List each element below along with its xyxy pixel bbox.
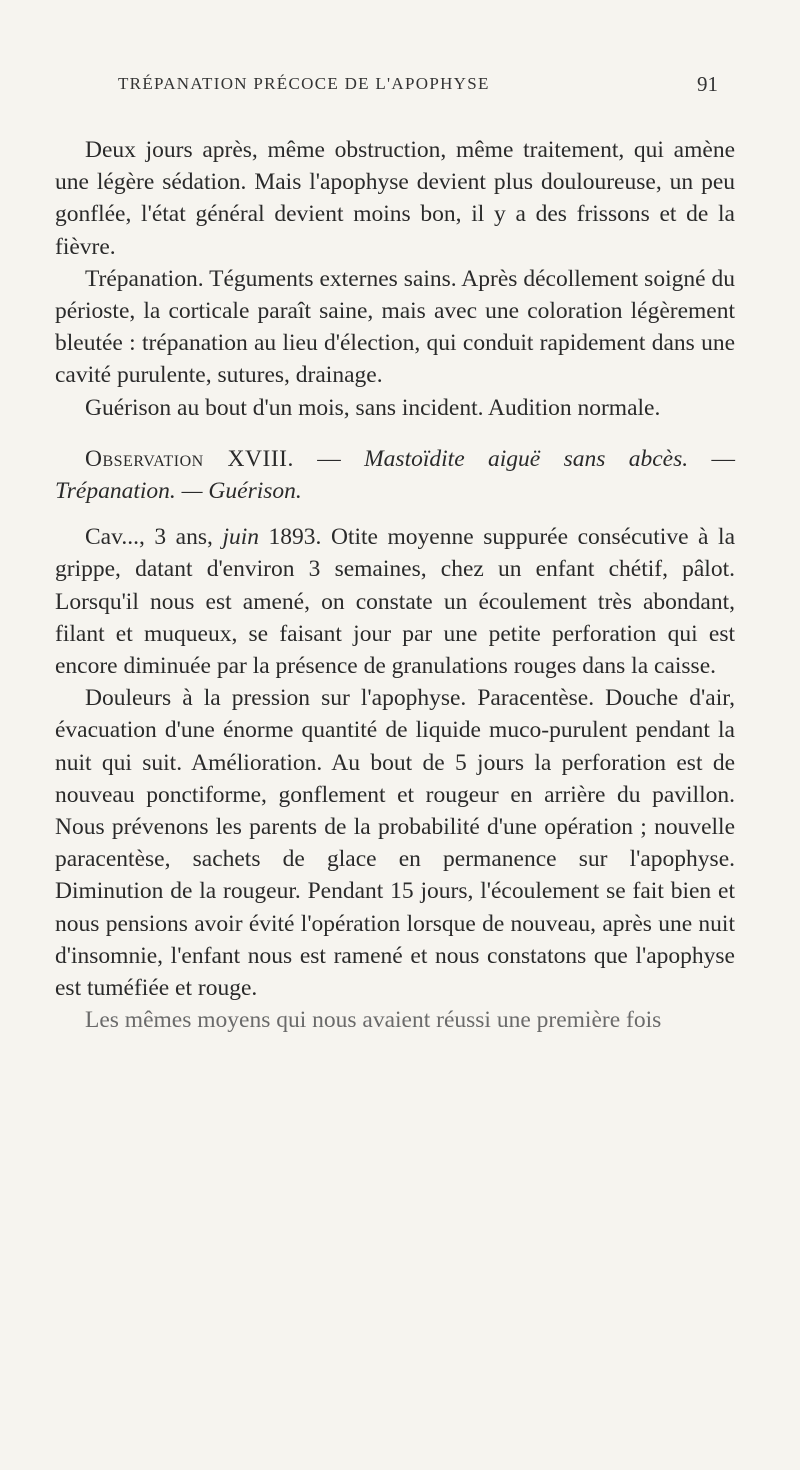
body-text	[55, 134, 735, 1036]
observation-label: Observation XVIII.	[85, 445, 294, 472]
page-header	[88, 62, 718, 106]
observation-subtitle: Trépanation. — Guérison.	[55, 478, 302, 505]
case-text: 1893. Otite moyenne suppurée consécutive à la grippe, datant d'environ 3 semaines, chez un enfant chétif, pâlot. Lorsqu'il nous est amené, on constate un écoulement très abondant, filant et muqueux, se faisant jour par une petite perforation qui est encore diminuée par la présence de granulations rouges dans la caisse.	[55, 524, 736, 680]
paragraph	[55, 521, 735, 682]
heading-separator: —	[688, 445, 736, 472]
paragraph: Douleurs à la pression sur l'apophyse. Paracentèse. Douche d'air, évacuation d'une énorme quantité de liquide muco-purulent pendant la nuit qui suit. Amélioration. Au bout de 5 jours la perforation est de nouveau ponctiforme, gonflement et rougeur en arrière du pavillon. Nous prévenons les parents de la probabilité d'une opération ; nouvelle paracentèse, sachets de glace en permanence sur l'apophyse. Diminution de la rougeur. Pendant 15 jours, l'écoulement se fait bien et nous pensions avoir évité l'opération lorsque de nouveau, après une nuit d'insomnie, l'enfant nous est ramené et nous constatons que l'apophyse est tuméfiée et rouge.	[55, 685, 735, 1002]
case-lead: Cav..., 3 ans,	[85, 524, 223, 551]
running-title: TRÉPANATION PRÉCOCE DE L'APOPHYSE	[118, 74, 490, 93]
observation-title: Mastoïdite aiguë sans abcès.	[364, 445, 689, 472]
paragraph: Trépanation. Téguments externes sains. Après décollement soigné du périoste, la corticale paraît saine, mais avec une coloration légèrement bleutée : trépanation au lieu d'élection, qui conduit rapidement dans une cavité purulente, sutures, drainage.	[55, 265, 735, 389]
paragraph: Guérison au bout d'un mois, sans incident. Audition normale.	[85, 394, 661, 421]
page-number: 91	[697, 72, 718, 96]
paragraph: Deux jours après, même obstruction, même traitement, qui amène une légère sédation. Mais l'apophyse devient plus douloureuse, un peu gonflée, l'état général devient moins bon, il y a des frissons et de la fièvre.	[55, 137, 735, 260]
paragraph: Les mêmes moyens qui nous avaient réussi une première fois	[85, 1007, 662, 1034]
case-month: juin	[222, 524, 259, 551]
observation-heading	[55, 443, 735, 507]
heading-separator: —	[293, 445, 365, 472]
